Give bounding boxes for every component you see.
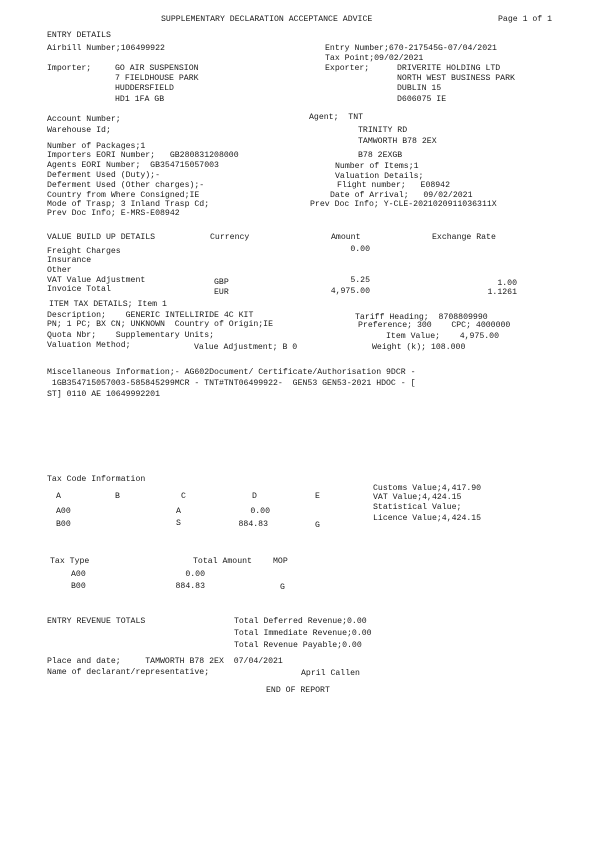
value-row-rate: 1.00 (497, 279, 517, 288)
value-row-label: Other (47, 266, 72, 275)
mop-header: MOP (273, 557, 288, 566)
tax-point: Tax Point;09/02/2021 (325, 54, 424, 63)
tariff-heading: Tariff Heading; 8708809990 (355, 313, 488, 322)
tax-code-col-d: D (252, 492, 257, 501)
tax-code-col-e: E (315, 492, 320, 501)
declarant-name: April Callen (301, 669, 360, 678)
tax-type-row-type: B00 (71, 582, 86, 591)
exporter-label: Exporter; (325, 64, 370, 73)
flight-number: Flight number; E08942 (337, 181, 451, 190)
total-amount-header: Total Amount (193, 557, 252, 566)
exporter-line: DUBLIN 15 (397, 84, 442, 93)
importer-line: GO AIR SUSPENSION (115, 64, 199, 73)
tax-code-row-d: 884.83 (238, 520, 268, 529)
agents-eori: Agents EORI Number; GB354715057003 (47, 161, 219, 170)
total-immediate-revenue: Total Immediate Revenue;0.00 (234, 629, 372, 638)
deferment-duty: Deferment Used (Duty);- (47, 171, 161, 180)
page-number: Page 1 of 1 (498, 15, 553, 24)
total-deferred-revenue: Total Deferred Revenue;0.00 (234, 617, 367, 626)
entry-revenue-totals-label: ENTRY REVENUE TOTALS (47, 617, 146, 626)
value-row-rate: 1.1261 (487, 288, 517, 297)
tax-code-row-a: A00 (56, 507, 71, 516)
value-row-label: VAT Value Adjustment (47, 276, 146, 285)
misc-info-line: ST] 0110 AE 10649992201 (47, 390, 161, 399)
exchange-rate-header: Exchange Rate (432, 233, 496, 242)
value-row-currency: GBP (214, 278, 229, 287)
value-row-label: Freight Charges (47, 247, 121, 256)
value-row-label: Insurance (47, 256, 92, 265)
report-title: SUPPLEMENTARY DECLARATION ACCEPTANCE ADVICE (161, 15, 373, 24)
tax-type-row-mop: G (280, 583, 285, 592)
value-row-amount: 5.25 (350, 276, 370, 285)
country-consigned: Country from Where Consigned;IE (47, 191, 200, 200)
currency-header: Currency (210, 233, 250, 242)
mode-of-transport: Mode of Trasp; 3 Inland Trasp Cd; (47, 200, 210, 209)
tax-code-col-b: B (115, 492, 120, 501)
exporter-line: NORTH WEST BUSINESS PARK (397, 74, 515, 83)
value-adjustment: Value Adjustment; B 0 (194, 343, 298, 352)
importers-eori: Importers EORI Number; GB280831208000 (47, 151, 239, 160)
place-and-date: Place and date; TAMWORTH B78 2EX 07/04/2021 (47, 657, 283, 666)
section-entry-details: ENTRY DETAILS (47, 31, 111, 40)
tax-code-col-c: C (181, 492, 186, 501)
value-build-header: VALUE BUILD UP DETAILS (47, 233, 156, 242)
value-row-label: Invoice Total (47, 285, 111, 294)
declarant-label: Name of declarant/representative; (47, 668, 210, 677)
entry-number: Entry Number;670-217545G-07/04/2021 (325, 44, 497, 53)
vat-value: VAT Value;4,424.15 (373, 493, 462, 502)
total-revenue-payable: Total Revenue Payable;0.00 (234, 641, 362, 650)
prev-doc-info-left: Prev Doc Info; E-MRS-E08942 (47, 209, 180, 218)
number-of-packages: Number of Packages;1 (47, 142, 146, 151)
item-tax-title: ITEM TAX DETAILS; Item 1 (49, 300, 167, 309)
airbill-number: Airbill Number;106499922 (47, 44, 165, 53)
item-pn: PN; 1 PC; BX CN; UNKNOWN Country of Origin;IE (47, 320, 274, 329)
preference: Preference; 300 CPC; 4000000 (358, 321, 511, 330)
warehouse-id: Warehouse Id; (47, 126, 111, 135)
agent-address-line: B78 2EXGB (358, 151, 403, 160)
date-of-arrival: Date of Arrival; 09/02/2021 (330, 191, 473, 200)
customs-value: Customs Value;4,417.90 (373, 484, 482, 493)
importer-line: HD1 1FA GB (115, 95, 165, 104)
amount-header: Amount (331, 233, 361, 242)
exporter-line: D606075 IE (397, 95, 447, 104)
value-row-currency: EUR (214, 288, 229, 297)
valuation-details: Valuation Details; (335, 172, 424, 181)
end-of-report: END OF REPORT (266, 686, 330, 695)
licence-value: Licence Value;4,424.15 (373, 514, 482, 523)
agent: Agent; TNT (309, 113, 364, 122)
tax-code-title: Tax Code Information (47, 475, 146, 484)
importer-label: Importer; (47, 64, 92, 73)
tax-code-row-c: S (176, 519, 181, 528)
deferment-other: Deferment Used (Other charges);- (47, 181, 205, 190)
tax-code-row-d: 0.00 (250, 507, 270, 516)
tax-type-header: Tax Type (50, 557, 90, 566)
statistical-value: Statistical Value; (373, 503, 462, 512)
tax-type-row-amount: 0.00 (185, 570, 205, 579)
tax-type-row-type: A00 (71, 570, 86, 579)
importer-line: 7 FIELDHOUSE PARK (115, 74, 199, 83)
agent-address-line: TAMWORTH B78 2EX (358, 137, 437, 146)
item-value: Item Value; 4,975.00 (386, 332, 500, 341)
importer-line: HUDDERSFIELD (115, 84, 174, 93)
tax-code-row-a: B00 (56, 520, 71, 529)
valuation-method: Valuation Method; (47, 341, 131, 350)
misc-info-line: Miscellaneous Information;- AG602Document/ Certificate/Authorisation 9DCR - (47, 368, 416, 377)
agent-address-line: TRINITY RD (358, 126, 408, 135)
value-row-amount: 4,975.00 (330, 287, 370, 296)
quota-number: Quota Nbr; Supplementary Units; (47, 331, 215, 340)
number-of-items: Number of Items;1 (335, 162, 419, 171)
exporter-line: DRIVERITE HOLDING LTD (397, 64, 501, 73)
tax-code-row-c: A (176, 507, 181, 516)
value-row-amount: 0.00 (350, 245, 370, 254)
account-number: Account Number; (47, 115, 121, 124)
item-weight: Weight (k); 108.000 (372, 343, 466, 352)
tax-code-row-e: G (315, 521, 320, 530)
tax-code-col-a: A (56, 492, 61, 501)
prev-doc-info-right: Prev Doc Info; Y-CLE-2021020911036311X (310, 200, 497, 209)
misc-info-line: 1GB354715057003-585845299MCR - TNT#TNT06499922- GEN53 GEN53-2021 HDOC - [ (47, 379, 416, 388)
item-description: Description; GENERIC INTELLIRIDE 4C KIT (47, 311, 254, 320)
tax-type-row-amount: 884.83 (175, 582, 205, 591)
